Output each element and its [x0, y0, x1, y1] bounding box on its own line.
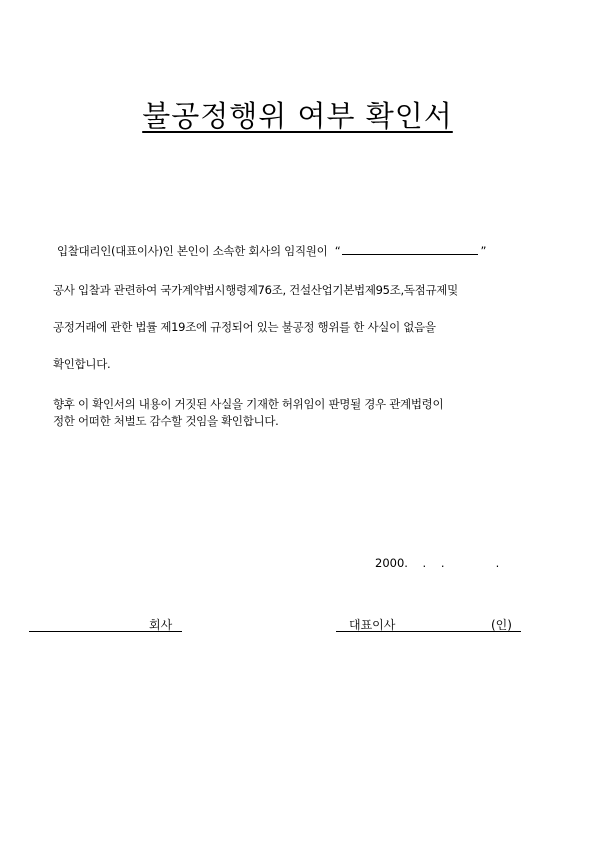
- close-quote: ”: [480, 244, 487, 258]
- paragraph-1-line-3: 공정거래에 관한 법률 제19조에 규정되어 있는 불공정 행위를 한 사실이 없음을: [53, 320, 436, 334]
- date-field: 2000. . . .: [375, 556, 500, 570]
- paragraph-1-line-2: 공사 입찰과 관련하여 국가계약법시행령제76조, 건설산업기본법제95조,독점규제및: [53, 283, 458, 297]
- document-title-text: 불공정행위 여부 확인서: [142, 99, 453, 133]
- paragraph-2-line-2: 정한 어떠한 처벌도 감수할 것임을 확인합니다.: [53, 414, 279, 428]
- paragraph-2-line-1: 향후 이 확인서의 내용이 거짓된 사실을 기재한 허위임이 판명될 경우 관계법령이: [53, 397, 444, 411]
- seal-label: (인): [491, 618, 512, 632]
- representative-label: 대표이사: [349, 618, 396, 632]
- paragraph-1-line-1: [57, 242, 486, 259]
- paragraph-1-line-1-text: 입찰대리인(대표이사)인 본인이 소속한 회사의 임직원이: [57, 244, 328, 258]
- company-label: 회사: [149, 618, 173, 632]
- document-title: [0, 96, 595, 136]
- paragraph-1-line-4: 확인합니다.: [53, 357, 111, 371]
- open-quote: “: [334, 244, 341, 258]
- contractor-name-blank[interactable]: [342, 242, 478, 255]
